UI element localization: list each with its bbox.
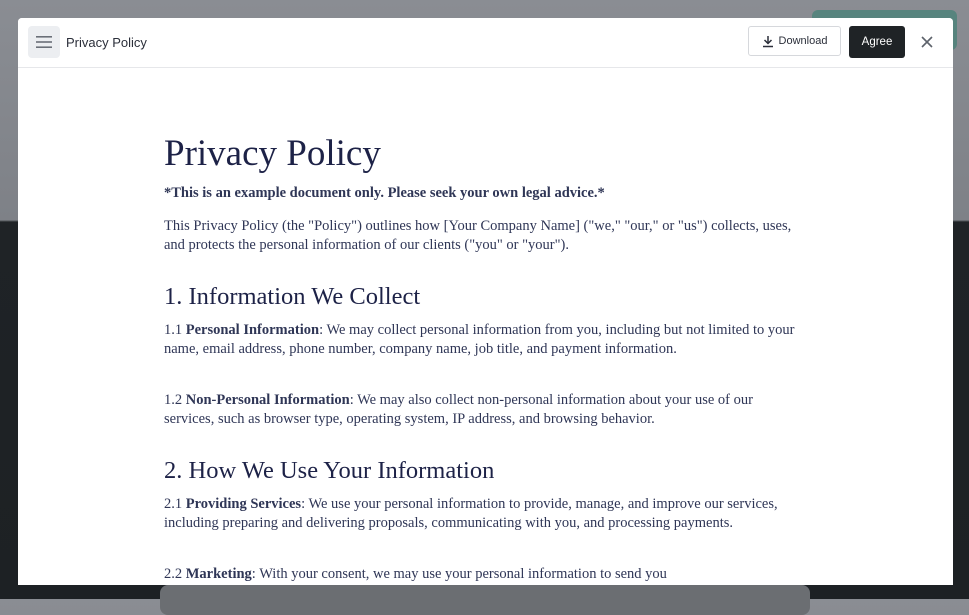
- item-text: : We use your personal information to provide, manage, and improve our services, including preparing and delivering proposals, communicating with you, and processing payments.: [164, 496, 778, 531]
- item-term: Marketing: [185, 566, 252, 582]
- modal-title: Privacy Policy: [66, 35, 147, 50]
- item-term: Non-Personal Information: [185, 392, 350, 408]
- close-button[interactable]: [918, 33, 936, 51]
- download-label: Download: [778, 35, 828, 47]
- disclaimer: *This is an example document only. Please seek your own legal advice.*: [164, 185, 605, 201]
- list-item: [164, 391, 804, 429]
- item-term: Providing Services: [185, 496, 302, 512]
- document-title: Privacy Policy: [164, 133, 381, 174]
- list-item: [164, 321, 804, 359]
- download-button[interactable]: [748, 26, 841, 56]
- item-text: : With your consent, we may use your personal information to send you: [251, 566, 667, 582]
- background-card: [160, 585, 810, 615]
- item-text: : We may collect personal information from you, including but not limited to your name, email address, phone number, company name, job title, and payment information.: [164, 322, 795, 357]
- item-number: 2.2: [164, 566, 183, 582]
- hamburger-menu-icon: [36, 36, 52, 48]
- intro-paragraph: This Privacy Policy (the "Policy") outlines how [Your Company Name] ("we," "our," or "us") collects, uses, and protects the personal information of our clients ("you" or "your").: [164, 218, 792, 253]
- close-icon: [921, 36, 933, 48]
- item-number: 1.2: [164, 392, 183, 408]
- item-term: Personal Information: [185, 322, 320, 338]
- item-text: : We may also collect non-personal information about your use of our services, such as browser type, operating system, IP address, and browsing behavior.: [164, 392, 753, 427]
- item-number: 1.1: [164, 322, 183, 338]
- modal-header: [18, 18, 953, 68]
- list-item: [164, 495, 804, 533]
- section-heading: 2. How We Use Your Information: [164, 457, 495, 484]
- item-number: 2.1: [164, 496, 183, 512]
- menu-button[interactable]: [28, 26, 60, 58]
- section-heading: 1. Information We Collect: [164, 283, 421, 310]
- download-icon: [762, 35, 774, 48]
- list-item: [164, 565, 804, 584]
- privacy-policy-modal: [18, 18, 953, 585]
- agree-button[interactable]: Agree: [849, 26, 905, 58]
